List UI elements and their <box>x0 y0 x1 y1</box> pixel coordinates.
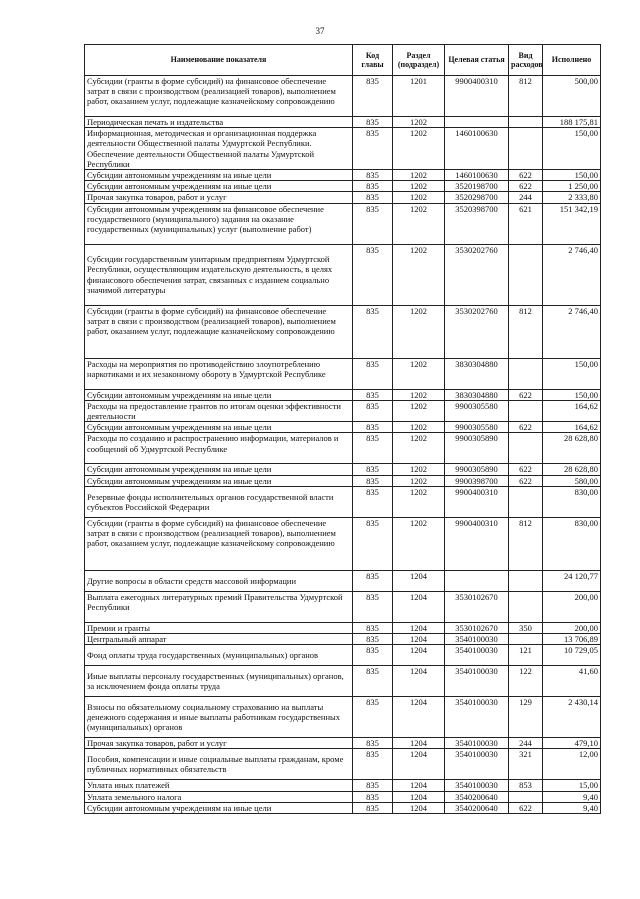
row-target: 9900305580 <box>445 422 509 433</box>
row-amount: 2 746,40 <box>543 305 601 358</box>
row-name: Прочая закупка товаров, работ и услуг <box>85 192 353 203</box>
row-name: Субсидии автономным учреждениям на иные цели <box>85 464 353 475</box>
table-row <box>85 422 601 433</box>
row-amount: 9,40 <box>543 802 601 813</box>
row-amount: 9,40 <box>543 791 601 802</box>
row-amount: 150,00 <box>543 389 601 400</box>
row-amount: 150,00 <box>543 358 601 389</box>
row-exptype: 122 <box>509 666 543 697</box>
table-row <box>85 475 601 486</box>
row-name: Субсидии автономным учреждениям на иные цели <box>85 389 353 400</box>
row-exptype: 244 <box>509 192 543 203</box>
row-exptype: 622 <box>509 181 543 192</box>
row-exptype: 321 <box>509 749 543 780</box>
row-exptype: 350 <box>509 622 543 633</box>
row-section: 1202 <box>393 464 445 475</box>
row-target: 3540100030 <box>445 666 509 697</box>
row-name: Информационная, методическая и организационная поддержка деятельности Общественной палаты Удмуртской Республики. Обеспечение деятельности Общественной палаты Удмуртской Республики <box>85 128 353 170</box>
row-target <box>445 117 509 128</box>
table-row <box>85 591 601 622</box>
row-name: Расходы по созданию и распространению информации, материалов и сообщений об Удмуртской Республике <box>85 433 353 464</box>
row-exptype: 853 <box>509 780 543 791</box>
row-code: 835 <box>353 645 393 666</box>
row-name: Субсидии (гранты в форме субсидий) на финансовое обеспечение затрат в связи с производством (реализацией товаров), выполнением работ, оказанием услуг, подлежащие казначейскому сопровождению <box>85 305 353 358</box>
table-row <box>85 780 601 791</box>
row-target: 9900398700 <box>445 475 509 486</box>
row-code: 835 <box>353 475 393 486</box>
row-section: 1202 <box>393 389 445 400</box>
table-row <box>85 749 601 780</box>
row-amount: 24 120,77 <box>543 570 601 591</box>
row-section: 1202 <box>393 517 445 570</box>
table-row <box>85 244 601 305</box>
row-section: 1204 <box>393 791 445 802</box>
row-code: 835 <box>353 203 393 244</box>
row-target: 9900400310 <box>445 517 509 570</box>
row-code: 835 <box>353 192 393 203</box>
table-row <box>85 117 601 128</box>
row-amount: 580,00 <box>543 475 601 486</box>
row-section: 1204 <box>393 697 445 738</box>
row-section: 1202 <box>393 181 445 192</box>
row-amount: 10 729,05 <box>543 645 601 666</box>
row-section: 1202 <box>393 422 445 433</box>
row-exptype <box>509 791 543 802</box>
row-amount: 150,00 <box>543 170 601 181</box>
row-target: 3530202760 <box>445 305 509 358</box>
row-target: 1460100630 <box>445 128 509 170</box>
row-code: 835 <box>353 486 393 517</box>
row-amount: 41,60 <box>543 666 601 697</box>
table-row <box>85 181 601 192</box>
row-exptype: 812 <box>509 305 543 358</box>
row-code: 835 <box>353 517 393 570</box>
row-target: 3530202760 <box>445 244 509 305</box>
row-section: 1204 <box>393 738 445 749</box>
row-section: 1202 <box>393 117 445 128</box>
row-amount: 2 430,14 <box>543 697 601 738</box>
table-row <box>85 128 601 170</box>
table-row <box>85 433 601 464</box>
table-header-row <box>85 45 601 76</box>
row-section: 1202 <box>393 486 445 517</box>
row-target: 9900305890 <box>445 464 509 475</box>
header-amount: Исполнено <box>543 45 601 76</box>
row-target: 3530102670 <box>445 622 509 633</box>
row-target: 3540100030 <box>445 738 509 749</box>
row-target: 3540100030 <box>445 645 509 666</box>
row-code: 835 <box>353 791 393 802</box>
row-code: 835 <box>353 749 393 780</box>
row-name: Уплата иных платежей <box>85 780 353 791</box>
row-amount: 2 746,40 <box>543 244 601 305</box>
row-target: 3830304880 <box>445 358 509 389</box>
row-target: 3530102670 <box>445 591 509 622</box>
row-amount: 1 250,00 <box>543 181 601 192</box>
row-name: Взносы по обязательному социальному страхованию на выплаты денежного содержания и иные выплаты работникам государственных (муниципальных) органов <box>85 697 353 738</box>
row-section: 1204 <box>393 749 445 780</box>
row-exptype: 621 <box>509 203 543 244</box>
row-exptype <box>509 117 543 128</box>
row-name: Резервные фонды исполнительных органов государственной власти субъектов Российской Федерации <box>85 486 353 517</box>
row-amount: 150,00 <box>543 128 601 170</box>
row-target: 3540200640 <box>445 791 509 802</box>
row-target: 3520198700 <box>445 181 509 192</box>
row-code: 835 <box>353 433 393 464</box>
table-row <box>85 738 601 749</box>
table-row <box>85 622 601 633</box>
header-code: Код главы <box>353 45 393 76</box>
row-name: Выплата ежегодных литературных премий Правительства Удмуртской Республики <box>85 591 353 622</box>
row-code: 835 <box>353 634 393 645</box>
table-row <box>85 358 601 389</box>
row-name: Периодическая печать и издательства <box>85 117 353 128</box>
table-row <box>85 645 601 666</box>
row-section: 1204 <box>393 780 445 791</box>
row-section: 1204 <box>393 645 445 666</box>
row-section: 1202 <box>393 128 445 170</box>
row-section: 1202 <box>393 358 445 389</box>
row-section: 1202 <box>393 170 445 181</box>
row-exptype <box>509 400 543 421</box>
row-target: 3540100030 <box>445 697 509 738</box>
table-row <box>85 791 601 802</box>
row-name: Субсидии (гранты в форме субсидий) на финансовое обеспечение затрат в связи с производством (реализацией товаров), выполнением работ, оказанием услуг, подлежащие казначейскому сопровождению <box>85 517 353 570</box>
row-exptype <box>509 128 543 170</box>
row-code: 835 <box>353 570 393 591</box>
row-amount: 500,00 <box>543 76 601 117</box>
row-section: 1202 <box>393 475 445 486</box>
table-row <box>85 305 601 358</box>
row-code: 835 <box>353 305 393 358</box>
row-target: 9900305890 <box>445 433 509 464</box>
row-exptype: 812 <box>509 517 543 570</box>
row-section: 1202 <box>393 192 445 203</box>
row-amount: 830,00 <box>543 486 601 517</box>
row-code: 835 <box>353 128 393 170</box>
table-row <box>85 464 601 475</box>
row-name: Расходы на предоставление грантов по итогам оценки эффективности деятельности <box>85 400 353 421</box>
row-amount: 13 706,89 <box>543 634 601 645</box>
row-target: 9900305580 <box>445 400 509 421</box>
row-exptype: 622 <box>509 170 543 181</box>
row-target: 3540100030 <box>445 780 509 791</box>
table-row <box>85 802 601 813</box>
row-target: 3540100030 <box>445 634 509 645</box>
row-name: Центральный аппарат <box>85 634 353 645</box>
row-name: Фонд оплаты труда государственных (муниципальных) органов <box>85 645 353 666</box>
table-row <box>85 400 601 421</box>
row-section: 1202 <box>393 203 445 244</box>
row-code: 835 <box>353 244 393 305</box>
row-target: 3520298700 <box>445 192 509 203</box>
row-name: Субсидии автономным учреждениям на иные цели <box>85 170 353 181</box>
row-name: Субсидии (гранты в форме субсидий) на финансовое обеспечение затрат в связи с производством (реализацией товаров), выполнением работ, оказанием услуг, подлежащие казначейскому сопровождению <box>85 76 353 117</box>
row-code: 835 <box>353 76 393 117</box>
row-name: Уплата земельного налога <box>85 791 353 802</box>
row-exptype <box>509 591 543 622</box>
row-code: 835 <box>353 117 393 128</box>
row-exptype: 244 <box>509 738 543 749</box>
row-name: Премии и гранты <box>85 622 353 633</box>
row-exptype: 622 <box>509 802 543 813</box>
row-name: Субсидии автономным учреждениям на финансовое обеспечение государственного (муниципального) задания на оказание государственных (муниципальных) услуг (выполнение работ) <box>85 203 353 244</box>
row-exptype <box>509 486 543 517</box>
row-amount: 164,62 <box>543 400 601 421</box>
row-amount: 151 342,19 <box>543 203 601 244</box>
table-row <box>85 666 601 697</box>
row-amount: 479,10 <box>543 738 601 749</box>
row-code: 835 <box>353 802 393 813</box>
row-amount: 15,00 <box>543 780 601 791</box>
table-row <box>85 486 601 517</box>
row-target: 1460100630 <box>445 170 509 181</box>
header-section: Раздел (подраздел) <box>393 45 445 76</box>
row-exptype: 812 <box>509 76 543 117</box>
row-target: 3520398700 <box>445 203 509 244</box>
row-exptype: 622 <box>509 389 543 400</box>
table-row <box>85 570 601 591</box>
row-name: Субсидии автономным учреждениям на иные цели <box>85 475 353 486</box>
row-name: Субсидии государственным унитарным предприятиям Удмуртской Республики, осуществляющим издательскую деятельность, в целях финансового обеспечения затрат, связанных с изданием социально значимой литературы <box>85 244 353 305</box>
row-exptype <box>509 433 543 464</box>
table-row <box>85 170 601 181</box>
row-section: 1204 <box>393 634 445 645</box>
header-name: Наименование показателя <box>85 45 353 76</box>
row-target: 9900400310 <box>445 76 509 117</box>
row-name: Субсидии автономным учреждениям на иные цели <box>85 422 353 433</box>
row-code: 835 <box>353 358 393 389</box>
table-row <box>85 192 601 203</box>
row-name: Субсидии автономным учреждениям на иные цели <box>85 181 353 192</box>
row-code: 835 <box>353 591 393 622</box>
row-exptype: 622 <box>509 475 543 486</box>
row-exptype <box>509 244 543 305</box>
row-exptype <box>509 358 543 389</box>
table-row <box>85 517 601 570</box>
row-name: Субсидии автономным учреждениям на иные цели <box>85 802 353 813</box>
row-target: 3830304880 <box>445 389 509 400</box>
row-name: Расходы на мероприятия по противодействию злоупотреблению наркотиками и их незаконному обороту в Удмуртской Республике <box>85 358 353 389</box>
budget-execution-table <box>84 44 601 814</box>
row-target: 9900400310 <box>445 486 509 517</box>
row-code: 835 <box>353 181 393 192</box>
row-section: 1204 <box>393 802 445 813</box>
row-code: 835 <box>353 422 393 433</box>
row-code: 835 <box>353 389 393 400</box>
row-target <box>445 570 509 591</box>
row-section: 1204 <box>393 666 445 697</box>
row-exptype: 622 <box>509 422 543 433</box>
row-amount: 200,00 <box>543 591 601 622</box>
row-name: Прочая закупка товаров, работ и услуг <box>85 738 353 749</box>
table-row <box>85 203 601 244</box>
row-amount: 188 175,81 <box>543 117 601 128</box>
row-code: 835 <box>353 170 393 181</box>
row-name: Другие вопросы в области средств массовой информации <box>85 570 353 591</box>
row-section: 1202 <box>393 433 445 464</box>
row-exptype: 121 <box>509 645 543 666</box>
row-code: 835 <box>353 622 393 633</box>
row-section: 1202 <box>393 244 445 305</box>
row-section: 1204 <box>393 622 445 633</box>
table-row <box>85 389 601 400</box>
page-number: 37 <box>315 26 325 36</box>
row-code: 835 <box>353 666 393 697</box>
row-amount: 28 628,80 <box>543 464 601 475</box>
header-exptype: Вид расходов <box>509 45 543 76</box>
table-body <box>85 76 601 814</box>
row-amount: 200,00 <box>543 622 601 633</box>
row-exptype: 129 <box>509 697 543 738</box>
row-amount: 2 333,80 <box>543 192 601 203</box>
row-amount: 28 628,80 <box>543 433 601 464</box>
row-section: 1202 <box>393 305 445 358</box>
row-amount: 164,62 <box>543 422 601 433</box>
row-target: 3540200640 <box>445 802 509 813</box>
row-code: 835 <box>353 697 393 738</box>
row-code: 835 <box>353 738 393 749</box>
table-row <box>85 697 601 738</box>
row-section: 1204 <box>393 570 445 591</box>
table-row <box>85 76 601 117</box>
row-exptype: 622 <box>509 464 543 475</box>
row-exptype <box>509 634 543 645</box>
row-amount: 830,00 <box>543 517 601 570</box>
table-row <box>85 634 601 645</box>
row-section: 1202 <box>393 400 445 421</box>
header-target: Целевая статья <box>445 45 509 76</box>
row-name: Пособия, компенсации и иные социальные выплаты гражданам, кроме публичных нормативных обязательств <box>85 749 353 780</box>
row-amount: 12,00 <box>543 749 601 780</box>
row-section: 1204 <box>393 591 445 622</box>
row-code: 835 <box>353 400 393 421</box>
row-target: 3540100030 <box>445 749 509 780</box>
row-section: 1201 <box>393 76 445 117</box>
row-code: 835 <box>353 780 393 791</box>
row-name: Иные выплаты персоналу государственных (муниципальных) органов, за исключением фонда оплаты труда <box>85 666 353 697</box>
row-exptype <box>509 570 543 591</box>
row-code: 835 <box>353 464 393 475</box>
